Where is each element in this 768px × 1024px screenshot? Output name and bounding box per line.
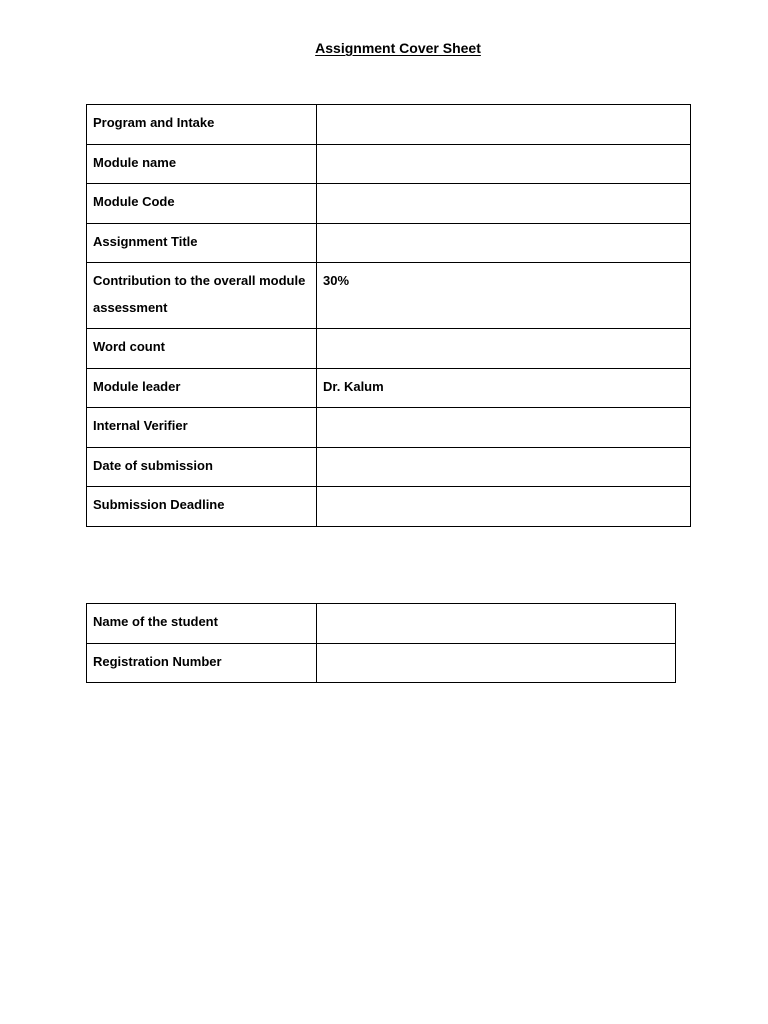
- table-row-assignment-title: [87, 223, 691, 263]
- date-of-submission-value[interactable]: [317, 447, 691, 487]
- table-row-contribution: [87, 263, 691, 329]
- assignment-title-label: Assignment Title: [87, 223, 317, 263]
- table-row-module-leader: [87, 368, 691, 408]
- program-intake-value[interactable]: [317, 105, 691, 145]
- module-name-value[interactable]: [317, 144, 691, 184]
- table-row-student-name: [87, 604, 676, 644]
- module-leader-value[interactable]: Dr. Kalum: [317, 368, 691, 408]
- assignment-details-table: [86, 104, 691, 527]
- page-title: Assignment Cover Sheet: [315, 40, 481, 56]
- table-row-module-code: [87, 184, 691, 224]
- word-count-label: Word count: [87, 329, 317, 369]
- registration-number-value[interactable]: [317, 643, 676, 683]
- table-row-program-intake: [87, 105, 691, 145]
- program-intake-label: Program and Intake: [87, 105, 317, 145]
- module-code-value[interactable]: [317, 184, 691, 224]
- table-row-module-name: [87, 144, 691, 184]
- table-row-submission-deadline: [87, 487, 691, 527]
- module-code-label: Module Code: [87, 184, 317, 224]
- registration-number-label: Registration Number: [87, 643, 317, 683]
- submission-deadline-label: Submission Deadline: [87, 487, 317, 527]
- table-row-registration-number: [87, 643, 676, 683]
- student-name-label: Name of the student: [87, 604, 317, 644]
- assignment-title-value[interactable]: [317, 223, 691, 263]
- word-count-value[interactable]: [317, 329, 691, 369]
- date-of-submission-label: Date of submission: [87, 447, 317, 487]
- module-name-label: Module name: [87, 144, 317, 184]
- internal-verifier-label: Internal Verifier: [87, 408, 317, 448]
- contribution-value[interactable]: 30%: [317, 263, 691, 329]
- submission-deadline-value[interactable]: [317, 487, 691, 527]
- student-name-value[interactable]: [317, 604, 676, 644]
- table-row-date-of-submission: [87, 447, 691, 487]
- student-details-table: [86, 603, 676, 683]
- contribution-label: Contribution to the overall module assessment: [87, 263, 317, 329]
- module-leader-label: Module leader: [87, 368, 317, 408]
- table-row-word-count: [87, 329, 691, 369]
- internal-verifier-value[interactable]: [317, 408, 691, 448]
- table-row-internal-verifier: [87, 408, 691, 448]
